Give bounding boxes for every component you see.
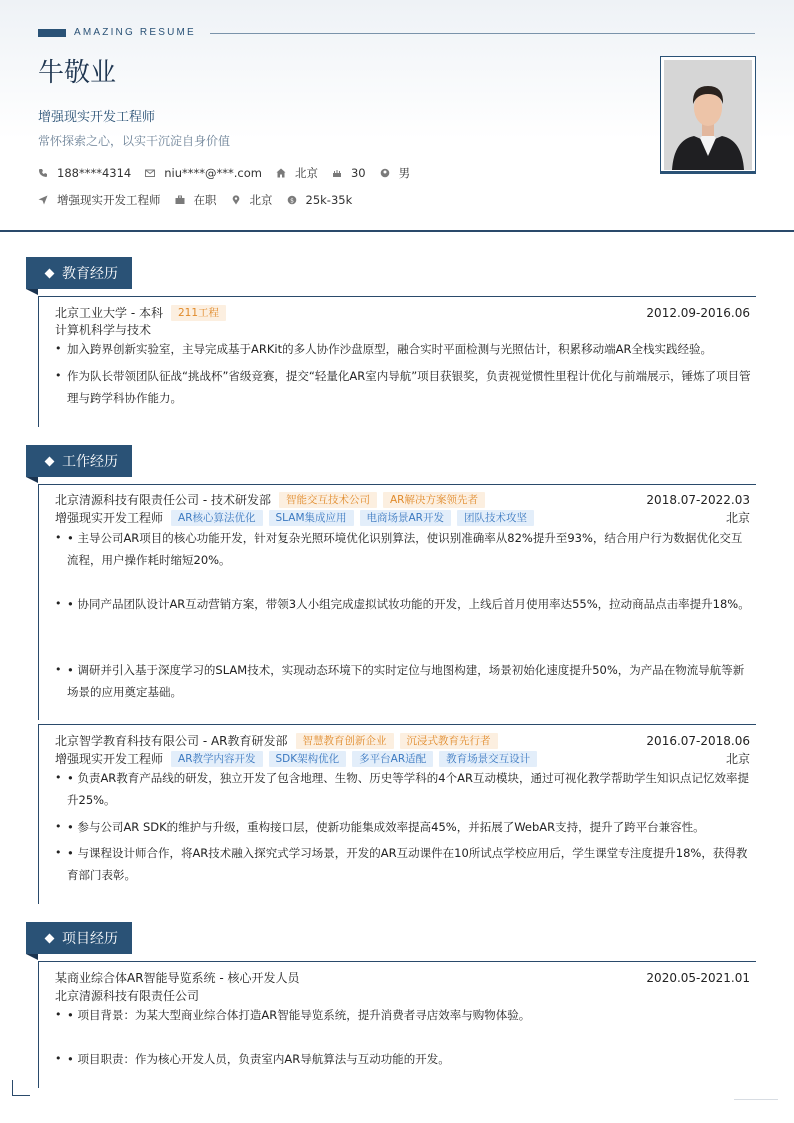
timeline-line (38, 724, 39, 904)
bullet-text: 作为队长带领团队征战“挑战杯”省级竞赛，提交“轻量化AR室内导航”项目获银奖，负责视觉惯性里程计优化与前端展示，锤炼了项目管理与跨学科协作能力。 (67, 369, 751, 405)
section-rule (38, 961, 756, 962)
skill-tag: SLAM集成应用 (269, 510, 354, 526)
skill-tag: SDK架构优化 (269, 751, 347, 767)
age-text: 30 (350, 166, 366, 180)
phone-text: 188****4314 (57, 166, 132, 180)
section-work-title: 工作经历 (62, 454, 118, 470)
work-city: 北京 (725, 752, 750, 766)
intent-city-item (231, 192, 273, 208)
work-role-row (55, 750, 750, 767)
brand-bar (38, 29, 66, 37)
bullet-dot: • (55, 1008, 62, 1021)
email-item (145, 166, 262, 180)
skill-tag: AR教学内容开发 (171, 751, 262, 767)
education-headline (55, 304, 750, 321)
company-tag: 沉浸式教育先行者 (400, 733, 498, 749)
gender-text: 男 (398, 166, 411, 180)
briefcase-icon (175, 195, 185, 205)
phone-icon (38, 168, 48, 178)
company-tag: 智能交互技术公司 (279, 492, 377, 508)
list-item (55, 659, 752, 703)
brand-line (210, 33, 755, 34)
education-major: 计算机科学与技术 (55, 323, 152, 337)
bullet-text: • 项目职责：作为核心开发人员，负责室内AR导航算法与互动功能的开发。 (67, 1052, 450, 1066)
list-item (55, 1004, 752, 1026)
status-text: 在职 (193, 193, 217, 207)
profile-photo (660, 56, 756, 174)
intent-title-item (38, 192, 161, 208)
project-headline (55, 969, 750, 986)
page-corner-mark (12, 1080, 30, 1096)
bullet-text: • 与课程设计师合作，将AR技术融入探究式学习场景，开发的AR互动课件在10所试点学校应用后，学生课堂专注度提升18%，获得教育部门表彰。 (67, 846, 748, 882)
salary-icon (287, 195, 297, 205)
work-date: 2018.07-2022.03 (646, 492, 750, 507)
bullet-dot: • (55, 663, 62, 676)
bullet-dot: • (55, 846, 62, 859)
work-role: 增强现实开发工程师 (55, 752, 164, 766)
page-corner-mark (734, 1099, 778, 1100)
bullet-dot: • (55, 597, 62, 610)
work-headline (55, 491, 750, 508)
skill-tag: 电商场景AR开发 (360, 510, 451, 526)
job-intent-row (38, 192, 366, 208)
skill-tag: AR核心算法优化 (171, 510, 262, 526)
section-work-header (26, 445, 132, 477)
gender-icon (380, 168, 390, 178)
home-text: 北京 (294, 166, 318, 180)
gender-item (380, 165, 411, 181)
section-rule (38, 484, 756, 485)
bullet-dot: • (55, 342, 62, 355)
timeline-line (38, 961, 39, 1088)
project-name: 某商业综合体AR智能导览系统 - 核心开发人员 (55, 971, 300, 985)
bullet-dot: • (55, 771, 62, 784)
list-item (55, 527, 752, 571)
cake-icon (332, 168, 342, 178)
contact-info-row (38, 165, 424, 181)
bullet-dot: • (55, 369, 62, 382)
bullet-text: • 参与公司AR SDK的维护与升级，重构接口层，使新功能集成效率提高45%，并拓展了WebAR支持，提升了跨平台兼容性。 (67, 820, 705, 834)
company-name: 北京智学教育科技有限公司 - AR教育研发部 (55, 734, 288, 748)
location-pin-icon (231, 195, 241, 205)
section-education-title: 教育经历 (62, 266, 118, 282)
brand-text: AMAZING RESUME (74, 27, 196, 38)
list-item (55, 842, 752, 886)
work-headline (55, 732, 750, 749)
bullet-text: • 负责AR教育产品线的研发，独立开发了包含地理、生物、历史等学科的4个AR互动模块，通过可视化教学帮助学生知识点记忆效率提升25%。 (67, 771, 749, 807)
email-text: niu****@***.com (164, 166, 262, 180)
company-tag: 智慧教育创新企业 (296, 733, 394, 749)
candidate-title: 增强现实开发工程师 (38, 110, 156, 125)
salary-item (287, 193, 353, 207)
home-icon (276, 168, 286, 178)
section-tail (26, 477, 38, 483)
intent-city-text: 北京 (249, 193, 273, 207)
header-divider (0, 230, 794, 232)
project-company-row (55, 987, 750, 1004)
intent-title-text: 增强现实开发工程师 (57, 193, 161, 207)
photo-underline (660, 171, 756, 174)
skill-tag: 教育场景交互设计 (439, 751, 537, 767)
list-item (55, 767, 752, 811)
candidate-name: 牛敬业 (38, 58, 117, 88)
timeline-line (38, 296, 39, 427)
entry-rule (38, 724, 756, 725)
bullet-text: • 项目背景：为某大型商业综合体打造AR智能导览系统，提升消费者寻店效率与购物体验。 (67, 1008, 531, 1022)
salary-text: 25k-35k (305, 193, 353, 207)
work-role: 增强现实开发工程师 (55, 511, 164, 525)
age-item (332, 166, 366, 180)
diamond-icon (45, 268, 55, 278)
section-education-header (26, 257, 132, 289)
bullet-dot: • (55, 531, 62, 544)
school-name: 北京工业大学 - 本科 (55, 306, 163, 320)
project-date: 2020.05-2021.01 (646, 970, 750, 985)
home-item (276, 165, 318, 181)
status-item (175, 192, 217, 208)
work-role-row (55, 509, 750, 526)
skill-tag: 团队技术攻坚 (457, 510, 534, 526)
project-company: 北京清源科技有限责任公司 (55, 989, 200, 1003)
work-city: 北京 (725, 511, 750, 525)
company-name: 北京清源科技有限责任公司 - 技术研发部 (55, 493, 271, 507)
list-item (55, 816, 752, 838)
avatar (664, 60, 752, 170)
work-date: 2016.07-2018.06 (646, 733, 750, 748)
skill-tag: 多平台AR适配 (352, 751, 433, 767)
company-tag: AR解决方案领先者 (383, 492, 485, 508)
timeline-line (38, 484, 39, 720)
bullet-dot: • (55, 820, 62, 833)
bullet-dot: • (55, 1052, 62, 1065)
bullet-text: • 调研并引入基于深度学习的SLAM技术，实现动态环境下的实时定位与地图构建，场景初始化速度提升50%，为产品在物流导航等新场景的应用奠定基础。 (67, 663, 745, 699)
section-project-title: 项目经历 (62, 931, 118, 947)
phone-item (38, 166, 131, 180)
bullet-text: 加入跨界创新实验室，主导完成基于ARKit的多人协作沙盘原型，融合实时平面检测与光照估计，积累移动端AR全栈实践经验。 (67, 342, 712, 356)
diamond-icon (45, 456, 55, 466)
svg-text:$: $ (289, 197, 294, 205)
candidate-motto: 常怀探索之心，以实干沉淀自身价值 (38, 134, 231, 148)
section-project-header (26, 922, 132, 954)
section-tail (26, 289, 38, 295)
mail-icon (145, 168, 155, 178)
education-major-row (55, 321, 750, 338)
list-item (55, 365, 752, 409)
section-rule (38, 296, 756, 297)
diamond-icon (45, 933, 55, 943)
bullet-text: • 主导公司AR项目的核心功能开发，针对复杂光照环境优化识别算法，使识别准确率从82%提升至93%，结合用户行为数据优化交互流程，用户操作耗时缩短20%。 (67, 531, 743, 567)
school-tag: 211工程 (171, 305, 226, 321)
list-item (55, 338, 752, 360)
bullet-text: • 协同产品团队设计AR互动营销方案，带领3人小组完成虚拟试妆功能的开发，上线后首月使用率达55%，拉动商品点击率提升18%。 (67, 597, 750, 611)
list-item (55, 1048, 752, 1070)
education-date: 2012.09-2016.06 (646, 305, 750, 320)
send-icon (38, 195, 48, 205)
list-item (55, 593, 752, 615)
section-tail (26, 954, 38, 960)
